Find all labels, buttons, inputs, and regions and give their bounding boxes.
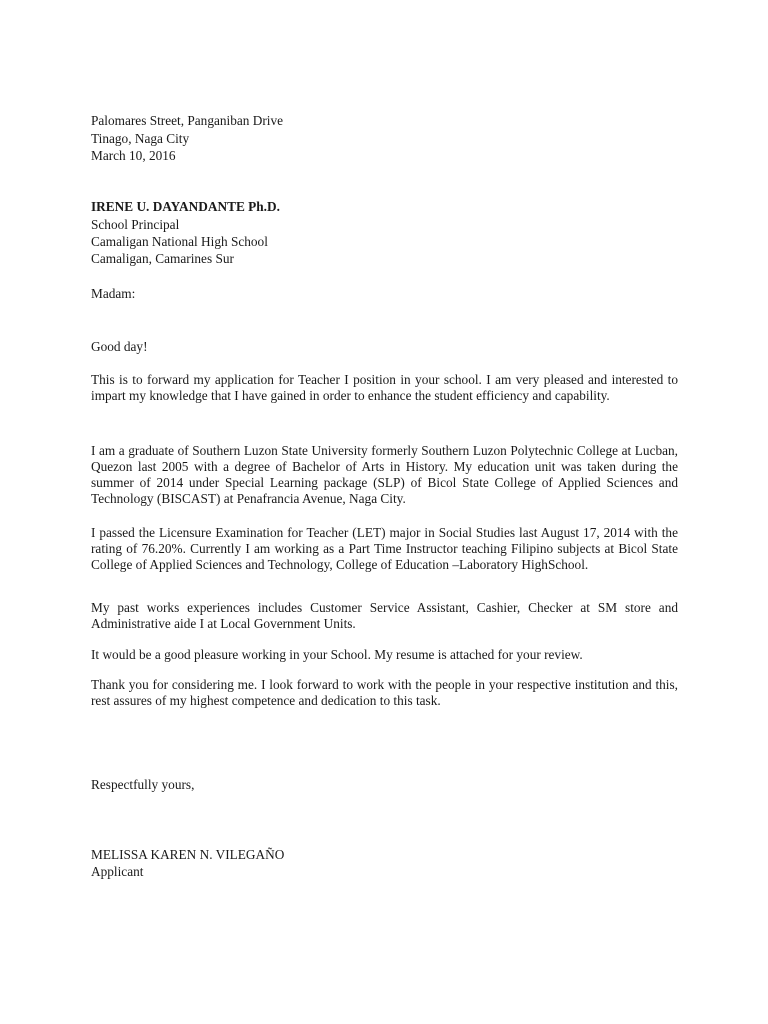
recipient-school: Camaligan National High School xyxy=(91,234,268,249)
body-paragraph-2: I am a graduate of Southern Luzon State University formerly Southern Luzon Polytechnic College at Lucban, Quezon last 2005 with a degree of Bachelor of Arts in History. My education unit was taken during the summer of 2014 under Special Learning package (SLP) of Bicol State College of Applied Sciences and Technology (BISCAST) at Penafrancia Avenue, Naga City. xyxy=(91,443,678,506)
signature-role: Applicant xyxy=(91,864,144,879)
closing: Respectfully yours, xyxy=(91,777,195,792)
body-paragraph-3: I passed the Licensure Examination for Teacher (LET) major in Social Studies last August 17, 2014 with the rating of 76.20%. Currently I am working as a Part Time Instructor teaching Filipino subjects at Bicol State College of Applied Sciences and Technology, College of Education –Laboratory HighSchool. xyxy=(91,525,678,572)
body-paragraph-5: It would be a good pleasure working in your School. My resume is attached for your review. xyxy=(91,647,583,662)
recipient-name: IRENE U. DAYANDANTE Ph.D. xyxy=(91,199,280,214)
body-paragraph-1: This is to forward my application for Teacher I position in your school. I am very pleased and interested to impart my knowledge that I have gained in order to enhance the student efficiency and capability. xyxy=(91,372,678,403)
salutation: Madam: xyxy=(91,286,136,301)
body-paragraph-6: Thank you for considering me. I look forward to work with the people in your respective institution and this, rest assures of my highest competence and dedication to this task. xyxy=(91,677,678,708)
signature-name: MELISSA KAREN N. VILEGAÑO xyxy=(91,847,285,862)
sender-city: Tinago, Naga City xyxy=(91,131,190,146)
recipient-title: School Principal xyxy=(91,217,180,232)
letter-date: March 10, 2016 xyxy=(91,148,176,163)
greeting: Good day! xyxy=(91,339,148,354)
body-paragraph-4: My past works experiences includes Customer Service Assistant, Cashier, Checker at SM store and Administrative aide I at Local Government Units. xyxy=(91,600,678,631)
recipient-address: Camaligan, Camarines Sur xyxy=(91,251,234,266)
sender-street: Palomares Street, Panganiban Drive xyxy=(91,113,284,128)
